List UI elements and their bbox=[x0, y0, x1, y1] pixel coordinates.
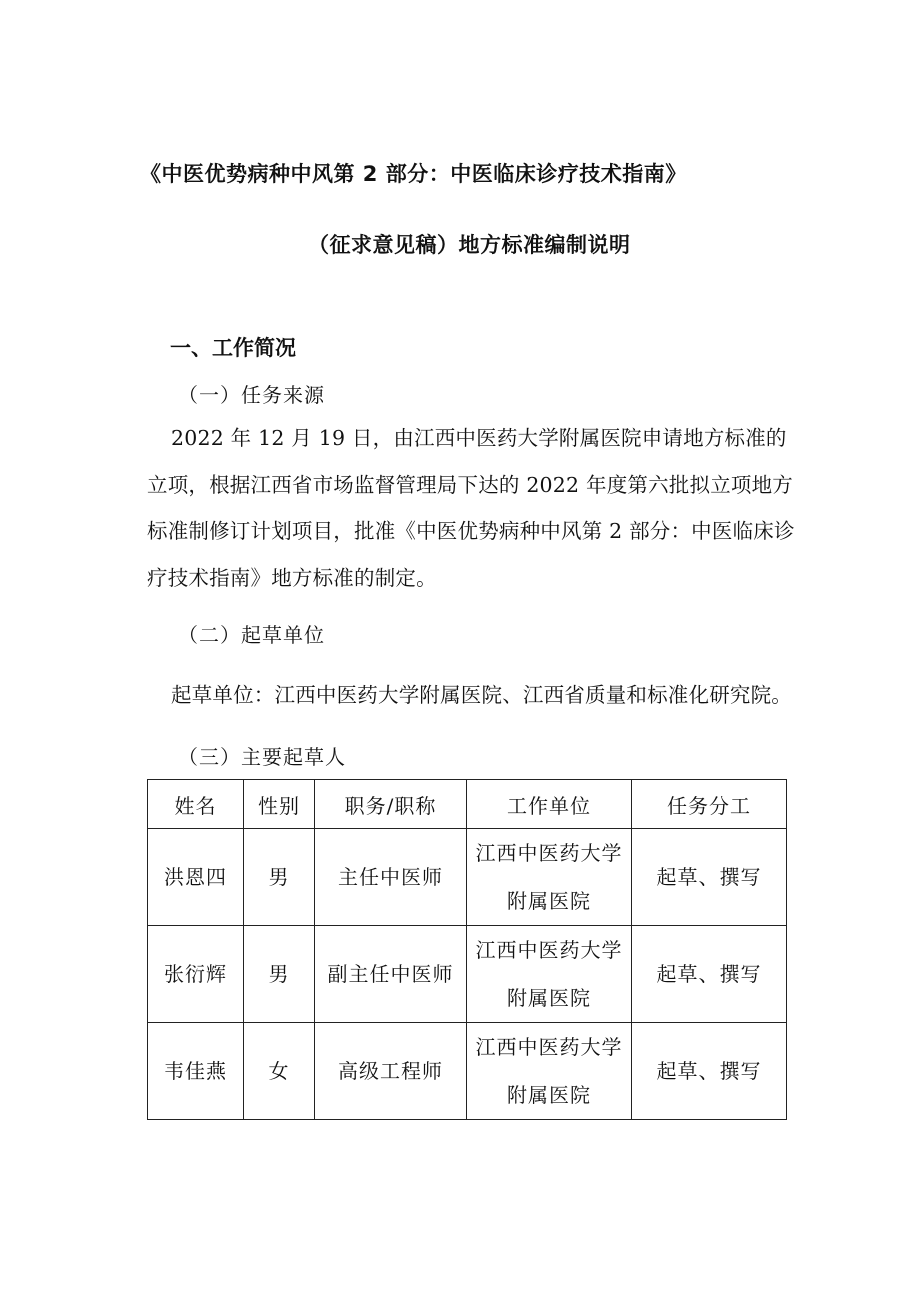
table-row bbox=[148, 829, 787, 926]
table-row bbox=[148, 926, 787, 1023]
cell-work-unit bbox=[467, 1023, 632, 1120]
cell-task: 起草、撰写 bbox=[632, 926, 787, 1023]
cell-work-unit bbox=[467, 829, 632, 926]
header-name: 姓名 bbox=[148, 780, 244, 829]
document-title-line-1: 《中医优势病种中风第 2 部分：中医临床诊疗技术指南》 bbox=[140, 162, 687, 186]
drafting-unit-text: 起草单位：江西中医药大学附属医院、江西省质量和标准化研究院。 bbox=[171, 683, 792, 707]
subsection-heading-drafting-unit: （二）起草单位 bbox=[178, 623, 325, 647]
cell-name: 张衍辉 bbox=[148, 926, 244, 1023]
cell-task: 起草、撰写 bbox=[632, 1023, 787, 1120]
cell-task: 起草、撰写 bbox=[632, 829, 787, 926]
section-heading-work-overview: 一、工作简况 bbox=[170, 336, 296, 360]
table-row bbox=[148, 1023, 787, 1120]
cell-position: 高级工程师 bbox=[315, 1023, 467, 1120]
header-position: 职务/职称 bbox=[315, 780, 467, 829]
cell-work-unit-text: 江西中医药大学附属医院 bbox=[475, 938, 623, 1010]
drafters-table bbox=[147, 779, 787, 1120]
cell-position: 主任中医师 bbox=[315, 829, 467, 926]
header-task: 任务分工 bbox=[632, 780, 787, 829]
cell-work-unit-text: 江西中医药大学附属医院 bbox=[475, 841, 623, 913]
cell-work-unit-text: 江西中医药大学附属医院 bbox=[475, 1035, 623, 1107]
table-header-row bbox=[148, 780, 787, 829]
cell-gender: 男 bbox=[244, 926, 315, 1023]
header-work-unit: 工作单位 bbox=[467, 780, 632, 829]
cell-gender: 男 bbox=[244, 829, 315, 926]
cell-name: 洪恩四 bbox=[148, 829, 244, 926]
document-title-line-2: （征求意见稿）地方标准编制说明 bbox=[308, 233, 631, 257]
cell-gender: 女 bbox=[244, 1023, 315, 1120]
cell-name: 韦佳燕 bbox=[148, 1023, 244, 1120]
task-source-paragraph: 2022 年 12 月 19 日，由江西中医药大学附属医院申请地方标准的立项，根据江西省市场监督管理局下达的 2022 年度第六批拟立项地方标准制修订计划项目，批准《中医优势病种中风第 2 部分：中医临床诊疗技术指南》地方标准的制定。 bbox=[147, 426, 795, 590]
cell-work-unit bbox=[467, 926, 632, 1023]
subsection-heading-main-drafters: （三）主要起草人 bbox=[178, 745, 346, 769]
header-gender: 性别 bbox=[244, 780, 315, 829]
cell-position: 副主任中医师 bbox=[315, 926, 467, 1023]
subsection-heading-task-source: （一）任务来源 bbox=[178, 383, 325, 407]
